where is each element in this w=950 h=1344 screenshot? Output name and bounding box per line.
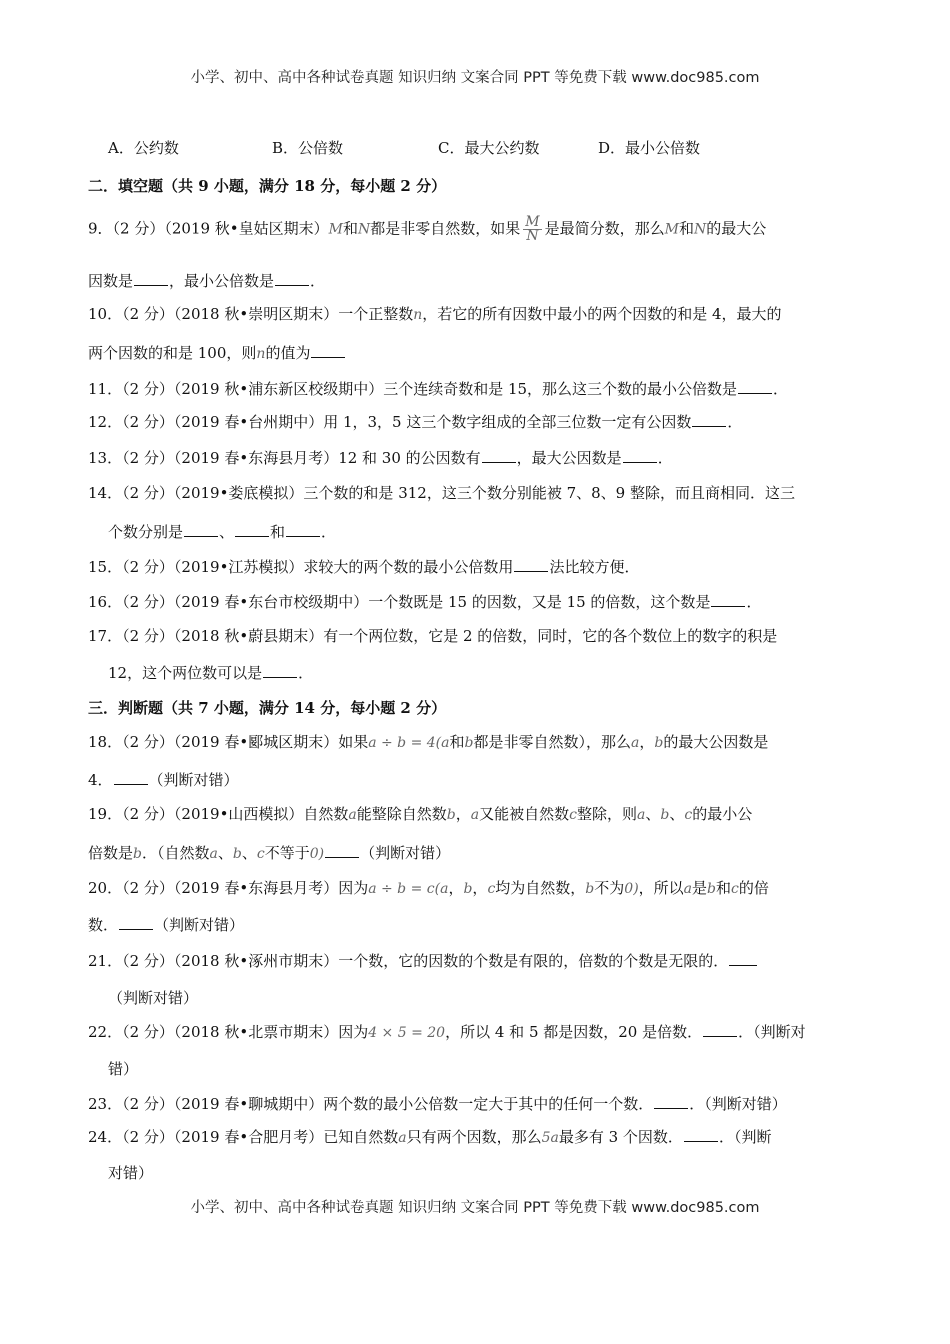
- answer-blank[interactable]: [311, 343, 345, 358]
- question-19-line-2: 倍数是b．（自然数a、b、c不等于0) （判断对错）: [88, 844, 451, 862]
- answer-blank[interactable]: [623, 448, 657, 463]
- answer-blank[interactable]: [286, 522, 320, 537]
- question-16: 16．（2 分）（2019 春•东台市校级期中）一个数既是 15 的因数，又是 15 的倍数，这个数是 ．: [88, 593, 762, 611]
- question-9-line-1: 9．（2 分）（2019 秋•皇姑区期末）M和N都是非零自然数，如果 $\frac{M}{N}$ 是最简分数，那么M和N的最大公: [88, 214, 767, 244]
- option-d: D．最小公倍数: [598, 139, 701, 157]
- section-title-fill-in: 二．填空题（共 9 小题，满分 18 分，每小题 2 分）: [88, 177, 447, 195]
- question-19-line-1: 19．（2 分）（2019•山西模拟）自然数a能整除自然数b，a又能被自然数c整除，则a、b、c的最小公: [88, 805, 753, 823]
- question-10-line-2: 两个因数的和是 100，则n的值为: [88, 342, 346, 365]
- page-header: 小学、初中、高中各种试卷真题 知识归纳 文案合同 PPT 等免费下载 www.doc985.com: [190, 70, 760, 86]
- answer-blank[interactable]: [134, 271, 168, 286]
- answer-blank[interactable]: [263, 663, 297, 678]
- question-20-line-2: 数． （判断对错）: [88, 916, 245, 934]
- answer-blank[interactable]: [692, 412, 726, 427]
- answer-blank[interactable]: [654, 1094, 688, 1109]
- question-20-line-1: 20．（2 分）（2019 春•东海县月考）因为a ÷ b = c(a，b，c均为自然数，b不为0)，所以a是b和c的倍: [88, 879, 769, 897]
- answer-blank[interactable]: [184, 522, 218, 537]
- question-9-line-2: 因数是 ，最小公倍数是 ．: [88, 272, 326, 290]
- answer-blank[interactable]: [738, 379, 772, 394]
- answer-blank[interactable]: [114, 770, 148, 785]
- answer-blank[interactable]: [514, 557, 548, 572]
- question-12: 12．（2 分）（2019 春•台州期中）用 1，3，5 这三个数字组成的全部三位数一定有公因数 ．: [88, 413, 743, 431]
- answer-blank[interactable]: [119, 915, 153, 930]
- question-22-line-2: 错）: [108, 1060, 139, 1078]
- question-11: 11．（2 分）（2019 秋•浦东新区校级期中）三个连续奇数和是 15，那么这三个数的最小公倍数是 ．: [88, 380, 789, 398]
- question-13: 13．（2 分）（2019 春•东海县月考）12 和 30 的公因数有 ，最大公因数是 ．: [88, 449, 673, 467]
- answer-blank[interactable]: [684, 1127, 718, 1142]
- question-17-line-1: 17．（2 分）（2018 秋•蔚县期末）有一个两位数，它是 2 的倍数，同时，它的各个数位上的数字的积是: [88, 627, 778, 645]
- option-b: B．公倍数: [272, 139, 344, 157]
- option-a: A．公约数: [108, 139, 179, 157]
- fraction-m-over-n: $\frac{M}{N}$: [525, 214, 540, 244]
- question-18-line-2: 4． （判断对错）: [88, 771, 239, 789]
- question-10-line-1: 10．（2 分）（2018 秋•崇明区期末）一个正整数n，若它的所有因数中最小的两个因数的和是 4，最大的: [88, 305, 782, 323]
- question-23: 23．（2 分）（2019 春•聊城期中）两个数的最小公倍数一定大于其中的任何一个数． ．（判断对错）: [88, 1095, 787, 1113]
- question-17-line-2: 12，这个两位数可以是 ．: [108, 664, 314, 682]
- question-24-line-1: 24．（2 分）（2019 春•合肥月考）已知自然数a只有两个因数，那么5a最多有 3 个因数． ．（判断: [88, 1128, 772, 1146]
- question-18-line-1: 18．（2 分）（2019 春•郾城区期末）如果a ÷ b = 4(a和b都是非零自然数），那么a，b的最大公因数是: [88, 733, 769, 751]
- option-c: C．最大公约数: [438, 139, 540, 157]
- question-24-line-2: 对错）: [108, 1164, 154, 1182]
- question-22-line-1: 22．（2 分）（2018 秋•北票市期末）因为4 × 5 = 20，所以 4 和 5 都是因数，20 是倍数． ．（判断对: [88, 1023, 806, 1041]
- answer-blank[interactable]: [482, 448, 516, 463]
- question-21-line-1: 21．（2 分）（2018 秋•涿州市期末）一个数，它的因数的个数是有限的，倍数的个数是无限的．: [88, 950, 758, 972]
- question-14-line-2: 个数分别是 、 和 ．: [108, 523, 337, 541]
- answer-blank[interactable]: [235, 522, 269, 537]
- answer-blank[interactable]: [703, 1022, 737, 1037]
- page-footer: 小学、初中、高中各种试卷真题 知识归纳 文案合同 PPT 等免费下载 www.doc985.com: [190, 1200, 760, 1216]
- section-title-judgement: 三．判断题（共 7 小题，满分 14 分，每小题 2 分）: [88, 699, 447, 717]
- question-21-line-2: （判断对错）: [108, 989, 199, 1007]
- answer-blank[interactable]: [729, 951, 757, 966]
- answer-blank[interactable]: [711, 592, 745, 607]
- question-14-line-1: 14．（2 分）（2019•娄底模拟）三个数的和是 312，这三个数分别能被 7、8、9 整除，而且商相同．这三: [88, 484, 795, 502]
- answer-blank[interactable]: [325, 843, 359, 858]
- answer-blank[interactable]: [275, 271, 309, 286]
- question-15: 15．（2 分）（2019•江苏模拟）求较大的两个数的最小公倍数用 法比较方便．: [88, 558, 640, 576]
